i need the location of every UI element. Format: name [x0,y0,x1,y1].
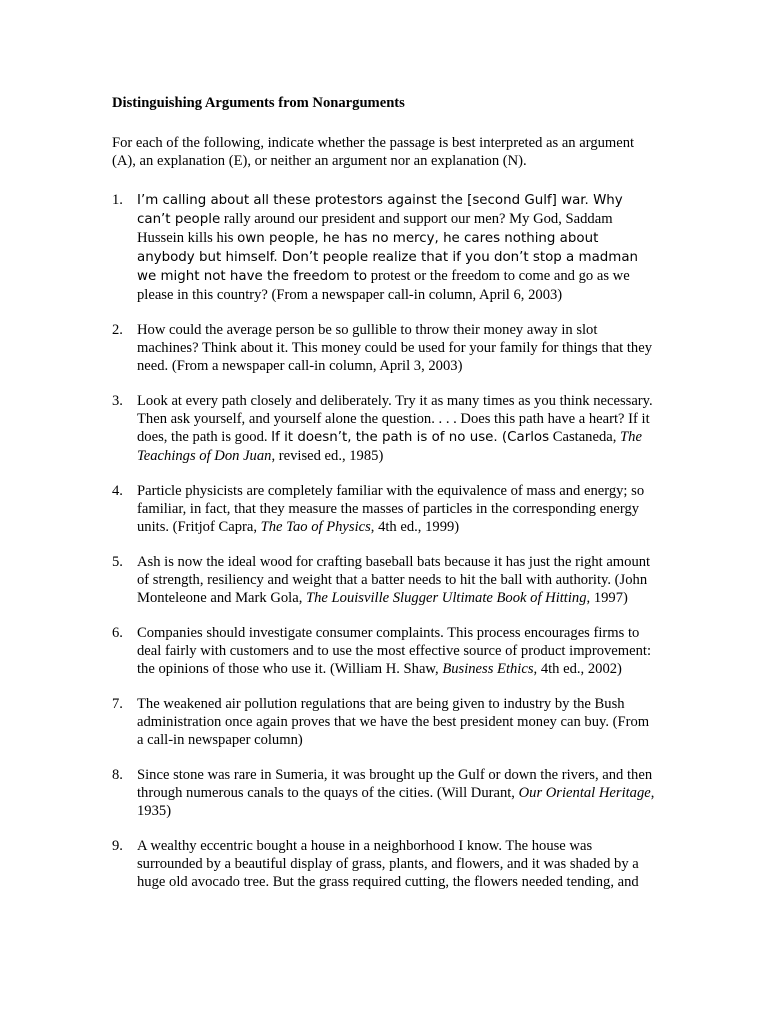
passage-text [137,837,658,891]
passage-item [112,482,658,536]
passage-number: 8. [112,767,123,783]
passage-text-segment: Ash is now the ideal wood for crafting baseball bats because it has just the right amount of strength, resiliency and weight that a batter needs to hit the ball with authority. (John Monteleone and Mark Gola, [137,554,651,606]
passage-text-segment: Companies should investigate consumer complaints. This process encourages firms to deal fairly with customers and to use the most effective source of product improvement: the opinions of those who use it. (William H. Shaw, [137,625,652,677]
passage-number: 2. [112,322,123,338]
passage-number: 1. [112,192,123,208]
passage-text-segment: A wealthy eccentric bought a house in a neighborhood I know. The house was surrounded by a beautiful display of grass, plants, and flowers, and it was shaded by a huge old avocado tree. But the grass required cutting, the flowers needed tending, and [137,838,639,890]
cited-title: Our Oriental Heritage [518,785,651,801]
passage-text [137,321,658,375]
passage-number: 6. [112,625,123,641]
passage-text-segment: , 4th ed., 2002) [533,661,622,677]
passage-item [112,553,658,607]
passage-text [137,553,658,607]
passage-text-segment: , 1935) [137,785,655,819]
passage-item [112,392,658,465]
passage-text [137,695,658,749]
passage-text [137,766,658,820]
passage-item [112,321,658,375]
cited-title: The Tao of Physics [260,519,371,535]
document-title: Distinguishing Arguments from Nonarguments [112,95,405,111]
passage-text-segment: rally around our president and support our men? My God, Saddam Hussein kills his [137,211,613,246]
passage-number: 3. [112,393,123,409]
passage-text-segment: , 1997) [586,590,628,606]
passage-number: 5. [112,554,123,570]
passage-number: 4. [112,483,123,499]
passage-item [112,695,658,749]
passage-list [112,191,658,891]
passage-text-segment: protest or the freedom to come and go as we please in this country? (From a newspaper call-in column, April 6, 2003) [137,268,630,303]
passage-text-segment: I’m calling about all these protestors against the [second Gulf] war. Why can’t people [137,193,623,227]
instructions-paragraph: For each of the following, indicate whether the passage is best interpreted as an argument (A), an explanation (E), or neither an argument nor an explanation (N). [112,135,635,169]
passage-text-segment: , 4th ed., 1999) [370,519,460,535]
passage-text-segment: own people, he has no mercy, he cares nothing about anybody but himself. Don’t people realize that if you don’t stop a madman we might not have the freedom to [137,231,639,284]
passage-item [112,837,658,891]
passage-text-segment: Since stone was rare in Sumeria, it was brought up the Gulf or down the rivers, and then through numerous canals to the quays of the cities. (Will Durant, [137,767,653,801]
cited-title: The Teachings of Don Juan [137,429,642,464]
cited-title: Business Ethics [442,661,534,677]
passage-text-segment: , revised ed., 1985) [271,448,384,464]
passage-text [137,624,658,678]
passage-text [137,392,658,465]
passage-text-segment: Castaneda, [549,429,621,445]
passage-item [112,191,658,304]
passage-text-segment: Look at every path closely and deliberately. Try it as many times as you think necessary. Then ask yourself, and yourself alone the question. . . . Does this path have a heart? If it does, the path is good. [137,393,653,445]
passage-text [137,482,658,536]
cited-title: The Louisville Slugger Ultimate Book of Hitting [306,590,587,606]
passage-text-segment: The weakened air pollution regulations that are being given to industry by the Bush administration once again proves that we have the best president money can buy. (From a call-in newspaper column) [137,696,650,748]
passage-text-segment: Particle physicists are completely familiar with the equivalence of mass and energy; so familiar, in fact, that they measure the masses of particles in the corresponding energy units. (Fritjof Capra, [137,483,645,535]
passage-text-segment: If it doesn’t, the path is of no use. (Carlos [271,430,550,445]
passage-number: 7. [112,696,123,712]
passage-item [112,766,658,820]
passage-number: 9. [112,838,123,854]
passage-item [112,624,658,678]
document-page [112,94,658,908]
passage-text [137,191,658,304]
passage-text-segment: How could the average person be so gullible to throw their money away in slot machines? Think about it. This money could be used for your family for things that they need. (From a newspaper call-in column, April 3, 2003) [137,322,653,374]
